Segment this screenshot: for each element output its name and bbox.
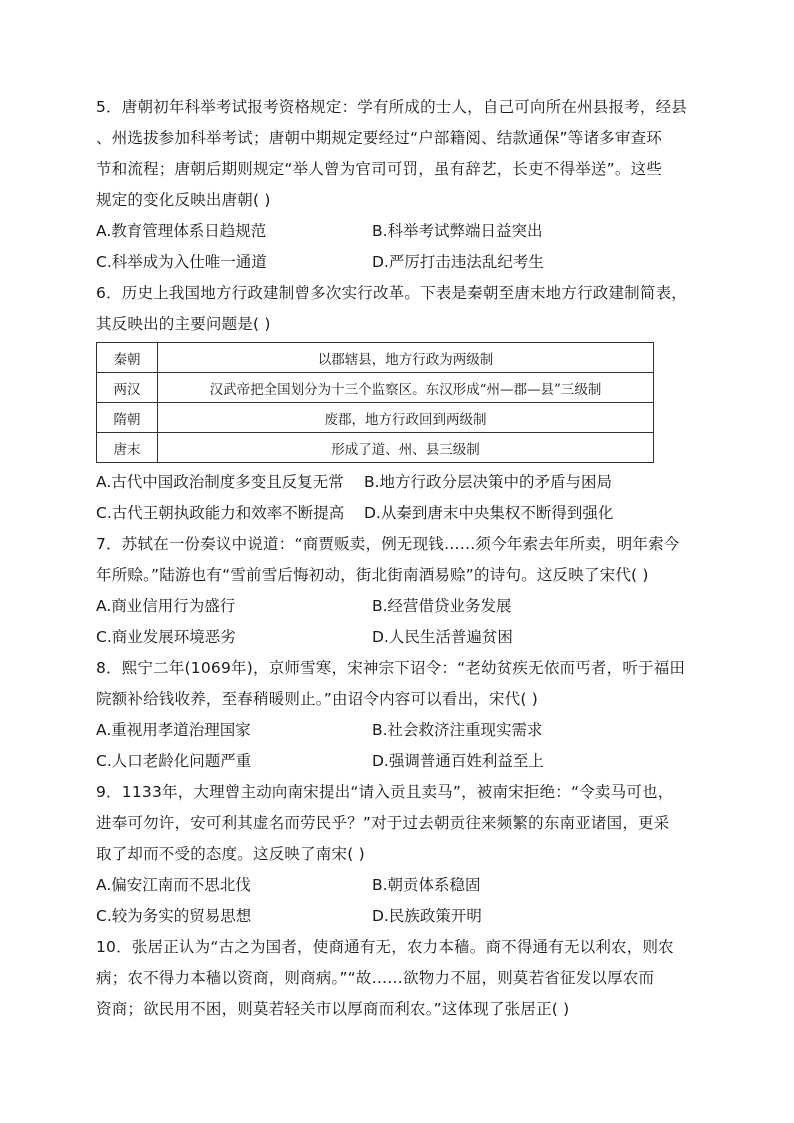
question-text-line: 病；农不得力本穑以资商，则商病。”“故……欲物力不屈，则莫若省征发以厚农而 xyxy=(96,969,655,987)
question-text-line: 节和流程；唐朝后期则规定“举人曾为官司可罚，虽有辞艺，长吏不得举送”。这些 xyxy=(96,160,662,178)
option-a[interactable]: A.商业信用行为盛行 xyxy=(96,597,236,615)
option-c[interactable]: C.古代王朝执政能力和效率不断提高 xyxy=(96,504,345,522)
admin-system-table xyxy=(96,342,654,463)
question-text-line: 资商；欲民用不困，则莫若轻关市以厚商而利农。”这体现了张居正( ) xyxy=(96,1000,570,1018)
options-row xyxy=(96,247,700,278)
table-cell-era: 隋朝 xyxy=(97,403,158,433)
question-7 xyxy=(96,529,700,653)
option-a[interactable]: A.重视用孝道治理国家 xyxy=(96,721,251,739)
table-cell-era: 两汉 xyxy=(97,373,158,403)
option-b[interactable]: B.社会救济注重现实需求 xyxy=(372,721,543,739)
options-row xyxy=(96,498,700,529)
table-cell-desc: 汉武帝把全国划分为十三个监察区。东汉形成“州—郡—县”三级制 xyxy=(158,373,654,403)
option-c[interactable]: C.科举成为入仕唯一通道 xyxy=(96,253,267,271)
table-cell-desc: 废郡，地方行政回到两级制 xyxy=(158,403,654,433)
table-cell-desc: 以郡辖县，地方行政为两级制 xyxy=(158,343,654,373)
question-10 xyxy=(96,932,700,1025)
exam-page xyxy=(96,92,700,1025)
options-row xyxy=(96,591,700,622)
question-text-line: 10．张居正认为“古之为国者，使商通有无，农力本穑。商不得通有无以利农，则农 xyxy=(96,938,674,956)
question-text-line: 9．1133年，大理曾主动向南宋提出“请入贡且卖马”，被南宋拒绝：“令卖马可也， xyxy=(96,783,674,801)
option-d[interactable]: D.严厉打击违法乱纪考生 xyxy=(372,253,544,271)
table-row xyxy=(97,433,654,463)
option-b[interactable]: B.朝贡体系稳固 xyxy=(372,876,481,894)
question-text-line: 进奉可勿许，安可利其虚名而劳民乎？”对于过去朝贡往来频繁的东南亚诸国，更采 xyxy=(96,814,670,832)
options-row xyxy=(96,622,700,653)
option-c[interactable]: C.商业发展环境恶劣 xyxy=(96,628,236,646)
options-row xyxy=(96,901,700,932)
question-text-line: 5．唐朝初年科举考试报考资格规定：学有所成的士人，自己可向所在州县报考，经县 xyxy=(96,98,687,116)
option-a[interactable]: A.偏安江南而不思北伐 xyxy=(96,876,251,894)
question-8 xyxy=(96,653,700,777)
options-row xyxy=(96,746,700,777)
question-9 xyxy=(96,777,700,932)
table-cell-desc: 形成了道、州、县三级制 xyxy=(158,433,654,463)
options-row xyxy=(96,216,700,247)
option-b[interactable]: B.经营借贷业务发展 xyxy=(372,597,512,615)
option-b[interactable]: B.科举考试弊端日益突出 xyxy=(372,222,543,240)
option-d[interactable]: D.从秦到唐末中央集权不断得到强化 xyxy=(364,504,614,522)
option-c[interactable]: C.较为务实的贸易思想 xyxy=(96,907,252,925)
option-d[interactable]: D.强调普通百姓利益至上 xyxy=(372,752,544,770)
question-text-line: 其反映出的主要问题是( ) xyxy=(96,315,271,333)
table-row xyxy=(97,403,654,433)
question-text-line: 8．熙宁二年(1069年)，京师雪寒，宋神宗下诏令：“老幼贫疾无依而丐者，听于福田 xyxy=(96,659,686,677)
options-row xyxy=(96,715,700,746)
question-5 xyxy=(96,92,700,278)
question-text-line: 取了却而不受的态度。这反映了南宋( ) xyxy=(96,845,365,863)
table-row xyxy=(97,343,654,373)
table-cell-era: 秦朝 xyxy=(97,343,158,373)
options-row xyxy=(96,467,700,498)
option-d[interactable]: D.人民生活普遍贫困 xyxy=(372,628,513,646)
question-text-line: 、州选拔参加科举考试；唐朝中期规定要经过“户部籍阅、结款通保”等诸多审查环 xyxy=(96,129,662,147)
question-text-line: 院额补给钱收养，至春稍暖则止。”由诏令内容可以看出，宋代( ) xyxy=(96,690,539,708)
question-text-line: 6．历史上我国地方行政建制曾多次实行改革。下表是秦朝至唐末地方行政建制简表， xyxy=(96,284,687,302)
options-row xyxy=(96,870,700,901)
option-a[interactable]: A.古代中国政治制度多变且反复无常 xyxy=(96,473,344,491)
option-d[interactable]: D.民族政策开明 xyxy=(372,907,482,925)
table-row xyxy=(97,373,654,403)
option-b[interactable]: B.地方行政分层决策中的矛盾与困局 xyxy=(364,473,613,491)
question-text-line: 年所赊。”陆游也有“雪前雪后悔初动，街北街南酒易赊”的诗句。这反映了宋代( ) xyxy=(96,566,649,584)
question-text-line: 7．苏轼在一份奏议中说道：“商贾贩卖，例无现钱……须今年索去年所卖，明年索今 xyxy=(96,535,680,553)
question-text-line: 规定的变化反映出唐朝( ) xyxy=(96,191,271,209)
question-6 xyxy=(96,278,700,529)
option-c[interactable]: C.人口老龄化问题严重 xyxy=(96,752,252,770)
option-a[interactable]: A.教育管理体系日趋规范 xyxy=(96,222,267,240)
table-cell-era: 唐末 xyxy=(97,433,158,463)
